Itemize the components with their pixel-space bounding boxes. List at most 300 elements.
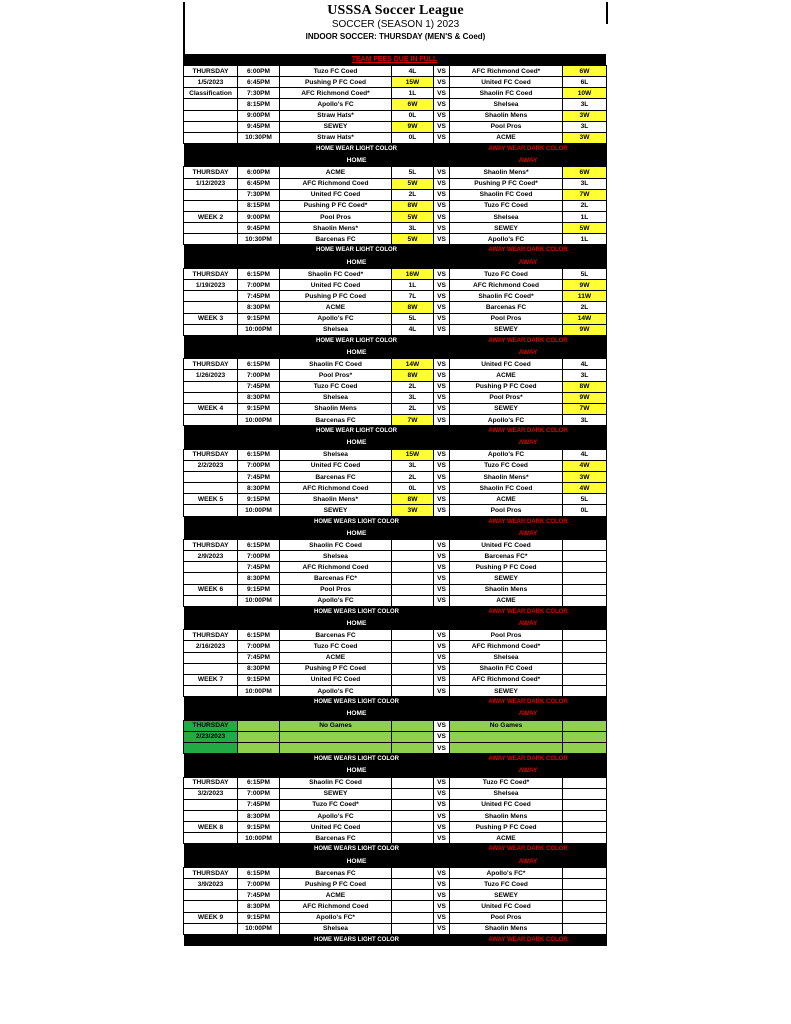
vs-label: VS [434, 392, 450, 403]
home-score-cell [392, 686, 434, 697]
home-score-cell: 2L [392, 381, 434, 392]
away-heading: AWAY [450, 347, 607, 359]
week-day-cell: WEEK 3 [184, 313, 238, 324]
vs-label: VS [434, 686, 450, 697]
home-score-cell: 0L [392, 110, 434, 121]
spacer-cell [184, 528, 280, 540]
table-row [184, 686, 607, 697]
week-day-cell [184, 291, 238, 302]
spacer-cell [434, 855, 450, 867]
home-team-cell: Apollo's FC [280, 595, 392, 606]
vs-label: VS [434, 234, 450, 245]
away-team-cell: Shaolin Mens [450, 811, 563, 822]
vs-label: VS [434, 731, 450, 742]
spacer-cell [184, 765, 280, 777]
week-day-cell: WEEK 2 [184, 212, 238, 223]
table-row [184, 121, 607, 132]
home-team-cell: Tuzo FC Coed [280, 381, 392, 392]
vs-label: VS [434, 359, 450, 370]
away-team-cell: ACME [450, 595, 563, 606]
home-score-cell [392, 890, 434, 901]
away-score-cell [563, 584, 607, 595]
table-row [184, 460, 607, 471]
week-day-cell [184, 890, 238, 901]
spacer-cell [184, 844, 280, 856]
home-score-cell [392, 573, 434, 584]
home-heading: HOME [280, 528, 434, 540]
home-team-cell: Shaolin Mens [280, 403, 392, 414]
vs-label: VS [434, 652, 450, 663]
week-day-cell [184, 415, 238, 426]
away-score-cell: 7W [563, 403, 607, 414]
spacer-cell [184, 426, 280, 438]
week-day-cell [184, 799, 238, 810]
time-cell: 9:00PM [238, 212, 280, 223]
week-day-cell [184, 811, 238, 822]
home-team-cell: Shelsea [280, 324, 392, 335]
fees-banner: TEAM FEES DUE IN FULL [183, 54, 606, 65]
table-row [184, 302, 607, 313]
away-color-rule: AWAY WEAR DARK COLOR [450, 606, 607, 618]
home-team-cell: Apollo's FC [280, 686, 392, 697]
time-cell: 6:15PM [238, 777, 280, 788]
vs-label: VS [434, 923, 450, 934]
vs-label: VS [434, 200, 450, 211]
table-row [184, 674, 607, 685]
color-rule-row [184, 844, 607, 856]
table-row [184, 471, 607, 482]
time-cell: 8:30PM [238, 392, 280, 403]
away-team-cell: No Games [450, 720, 563, 731]
table-row [184, 234, 607, 245]
week-day-cell: THURSDAY [184, 449, 238, 460]
away-score-cell: 3L [563, 415, 607, 426]
color-rule-row [184, 335, 607, 347]
table-row [184, 268, 607, 279]
away-score-cell: 4L [563, 359, 607, 370]
home-score-cell [392, 912, 434, 923]
home-team-cell: Straw Hats* [280, 132, 392, 143]
time-cell: 6:15PM [238, 540, 280, 551]
table-row [184, 720, 607, 731]
away-score-cell [563, 867, 607, 878]
vs-label: VS [434, 483, 450, 494]
vs-label: VS [434, 777, 450, 788]
home-score-cell: 7L [392, 291, 434, 302]
time-cell: 7:30PM [238, 88, 280, 99]
color-rule-row [184, 426, 607, 438]
home-away-row [184, 256, 607, 268]
home-heading: HOME [280, 347, 434, 359]
home-heading: HOME [280, 256, 434, 268]
home-score-cell: 8W [392, 494, 434, 505]
home-score-cell: 8W [392, 370, 434, 381]
home-score-cell: 4L [392, 324, 434, 335]
week-day-cell [184, 200, 238, 211]
away-team-cell: United FC Coed [450, 901, 563, 912]
vs-label: VS [434, 822, 450, 833]
vs-label: VS [434, 540, 450, 551]
away-color-rule: AWAY WEAR DARK COLOR [450, 697, 607, 709]
time-cell [238, 731, 280, 742]
time-cell: 7:45PM [238, 652, 280, 663]
away-score-cell: 3W [563, 132, 607, 143]
time-cell: 6:45PM [238, 77, 280, 88]
table-row [184, 822, 607, 833]
home-score-cell: 14W [392, 359, 434, 370]
away-team-cell: Pushing P FC Coed [450, 822, 563, 833]
week-day-cell [184, 302, 238, 313]
vs-label: VS [434, 494, 450, 505]
spacer-cell [434, 516, 450, 528]
time-cell: 9:45PM [238, 223, 280, 234]
home-team-cell: Shaolin FC Coed* [280, 268, 392, 279]
home-team-cell: Shelsea [280, 923, 392, 934]
table-row [184, 392, 607, 403]
home-team-cell: Apollo's FC* [280, 912, 392, 923]
time-cell: 8:30PM [238, 901, 280, 912]
time-cell: 7:00PM [238, 460, 280, 471]
week-day-cell [184, 505, 238, 516]
home-color-rule: HOME WEARS LIGHT COLOR [280, 697, 434, 709]
vs-label: VS [434, 720, 450, 731]
vs-label: VS [434, 268, 450, 279]
table-row [184, 291, 607, 302]
home-team-cell: Tuzo FC Coed [280, 66, 392, 77]
away-heading: AWAY [450, 618, 607, 630]
spacer-cell [184, 155, 280, 167]
table-row [184, 811, 607, 822]
time-cell: 9:45PM [238, 121, 280, 132]
vs-label: VS [434, 641, 450, 652]
away-score-cell [563, 686, 607, 697]
week-day-cell [184, 392, 238, 403]
week-day-cell: WEEK 7 [184, 674, 238, 685]
away-score-cell: 4W [563, 483, 607, 494]
away-team-cell: Pushing P FC Coed [450, 381, 563, 392]
away-score-cell [563, 720, 607, 731]
vs-label: VS [434, 223, 450, 234]
time-cell: 9:15PM [238, 313, 280, 324]
home-color-rule: HOME WEAR LIGHT COLOR [280, 335, 434, 347]
time-cell: 9:15PM [238, 403, 280, 414]
table-row [184, 167, 607, 178]
week-day-cell [184, 132, 238, 143]
home-away-row [184, 708, 607, 720]
home-score-cell: 5W [392, 212, 434, 223]
home-team-cell: No Games [280, 720, 392, 731]
time-cell: 6:00PM [238, 66, 280, 77]
color-rule-row [184, 606, 607, 618]
away-team-cell: SEWEY [450, 403, 563, 414]
away-score-cell: 1L [563, 234, 607, 245]
home-color-rule: HOME WEARS LIGHT COLOR [280, 844, 434, 856]
table-row [184, 912, 607, 923]
away-team-cell: United FC Coed [450, 77, 563, 88]
away-heading: AWAY [450, 437, 607, 449]
vs-label: VS [434, 313, 450, 324]
color-rule-row [184, 754, 607, 766]
vs-label: VS [434, 110, 450, 121]
time-cell: 7:00PM [238, 370, 280, 381]
away-score-cell [563, 630, 607, 641]
home-team-cell: Pool Pros [280, 584, 392, 595]
week-day-cell: THURSDAY [184, 359, 238, 370]
away-score-cell: 0L [563, 505, 607, 516]
away-score-cell [563, 573, 607, 584]
spacer-cell [434, 347, 450, 359]
home-score-cell: 15W [392, 77, 434, 88]
table-row [184, 324, 607, 335]
home-score-cell: 8W [392, 200, 434, 211]
home-score-cell: 5L [392, 167, 434, 178]
table-row [184, 223, 607, 234]
table-row [184, 280, 607, 291]
home-team-cell: Barcenas FC* [280, 573, 392, 584]
away-score-cell: 4L [563, 449, 607, 460]
time-cell: 7:00PM [238, 551, 280, 562]
vs-label: VS [434, 121, 450, 132]
away-color-rule: AWAY WEAR DARK COLOR [450, 245, 607, 257]
home-team-cell: Barcenas FC [280, 415, 392, 426]
home-score-cell: 9W [392, 121, 434, 132]
home-team-cell: Shaolin FC Coed [280, 540, 392, 551]
vs-label: VS [434, 573, 450, 584]
week-day-cell: 2/9/2023 [184, 551, 238, 562]
spacer-cell [434, 256, 450, 268]
table-row [184, 189, 607, 200]
vs-label: VS [434, 867, 450, 878]
week-day-cell [184, 901, 238, 912]
time-cell: 7:45PM [238, 562, 280, 573]
away-team-cell: Shaolin Mens [450, 110, 563, 121]
vs-label: VS [434, 912, 450, 923]
table-row [184, 833, 607, 844]
home-team-cell: Shelsea [280, 392, 392, 403]
home-team-cell: AFC Richmond Coed [280, 901, 392, 912]
home-heading: HOME [280, 765, 434, 777]
home-away-row [184, 347, 607, 359]
time-cell: 10:00PM [238, 415, 280, 426]
away-team-cell: SEWEY [450, 324, 563, 335]
vs-label: VS [434, 66, 450, 77]
spacer-cell [184, 335, 280, 347]
away-score-cell [563, 540, 607, 551]
home-score-cell: 3L [392, 392, 434, 403]
home-team-cell: ACME [280, 890, 392, 901]
spacer-cell [184, 754, 280, 766]
table-row [184, 415, 607, 426]
week-day-cell [184, 595, 238, 606]
away-team-cell: SEWEY [450, 890, 563, 901]
time-cell: 7:00PM [238, 788, 280, 799]
home-score-cell [392, 788, 434, 799]
table-row [184, 901, 607, 912]
week-day-cell: 1/12/2023 [184, 178, 238, 189]
home-team-cell: Shaolin FC Coed [280, 777, 392, 788]
vs-label: VS [434, 799, 450, 810]
week-day-cell: WEEK 4 [184, 403, 238, 414]
vs-label: VS [434, 833, 450, 844]
spacer-cell [184, 143, 280, 155]
home-score-cell: 15W [392, 449, 434, 460]
home-score-cell: 4L [392, 66, 434, 77]
week-day-cell [184, 110, 238, 121]
spacer-cell [434, 844, 450, 856]
table-row [184, 494, 607, 505]
away-team-cell: Pushing P FC Coed* [450, 178, 563, 189]
away-score-cell: 14W [563, 313, 607, 324]
vs-label: VS [434, 449, 450, 460]
away-score-cell: 9W [563, 324, 607, 335]
schedule-table [183, 65, 607, 946]
schedule-page [183, 2, 606, 946]
away-score-cell: 6W [563, 66, 607, 77]
home-team-cell: Barcenas FC [280, 833, 392, 844]
vs-label: VS [434, 890, 450, 901]
week-day-cell [184, 471, 238, 482]
table-row [184, 483, 607, 494]
time-cell: 8:30PM [238, 811, 280, 822]
time-cell: 10:00PM [238, 595, 280, 606]
week-day-cell: 2/2/2023 [184, 460, 238, 471]
time-cell: 7:45PM [238, 291, 280, 302]
week-day-cell: WEEK 9 [184, 912, 238, 923]
vs-label: VS [434, 595, 450, 606]
time-cell: 7:45PM [238, 890, 280, 901]
away-team-cell: Shaolin Mens [450, 923, 563, 934]
away-score-cell: 6W [563, 167, 607, 178]
away-score-cell [563, 833, 607, 844]
home-team-cell: AFC Richmond Coed [280, 178, 392, 189]
spacer-cell [434, 618, 450, 630]
home-score-cell [392, 879, 434, 890]
home-score-cell: 5L [392, 313, 434, 324]
week-day-cell [184, 99, 238, 110]
home-team-cell: Shaolin Mens* [280, 223, 392, 234]
time-cell: 9:15PM [238, 822, 280, 833]
page-title: USSSA Soccer League [327, 3, 464, 18]
home-score-cell: 16W [392, 268, 434, 279]
home-team-cell: Pushing P FC Coed* [280, 200, 392, 211]
spacer-cell [184, 855, 280, 867]
week-day-cell: 1/19/2023 [184, 280, 238, 291]
spacer-cell [184, 697, 280, 709]
table-row [184, 449, 607, 460]
away-score-cell [563, 777, 607, 788]
spacer-cell [434, 426, 450, 438]
week-day-cell: THURSDAY [184, 540, 238, 551]
home-team-cell: United FC Coed [280, 822, 392, 833]
home-color-rule: HOME WEAR LIGHT COLOR [280, 426, 434, 438]
home-heading: HOME [280, 437, 434, 449]
away-heading: AWAY [450, 155, 607, 167]
week-day-cell [184, 663, 238, 674]
home-team-cell: AFC Richmond Coed* [280, 88, 392, 99]
away-team-cell: AFC Richmond Coed* [450, 66, 563, 77]
away-score-cell [563, 811, 607, 822]
away-team-cell: Shelsea [450, 99, 563, 110]
time-cell: 6:15PM [238, 867, 280, 878]
vs-label: VS [434, 460, 450, 471]
week-day-cell [184, 234, 238, 245]
week-day-cell: THURSDAY [184, 720, 238, 731]
week-day-cell [184, 686, 238, 697]
vs-label: VS [434, 505, 450, 516]
week-day-cell [184, 573, 238, 584]
home-score-cell [392, 833, 434, 844]
away-team-cell: Barcenas FC [450, 302, 563, 313]
time-cell: 8:30PM [238, 663, 280, 674]
home-team-cell: Straw Hats* [280, 110, 392, 121]
table-row [184, 641, 607, 652]
vs-label: VS [434, 88, 450, 99]
week-day-cell: THURSDAY [184, 630, 238, 641]
home-team-cell: Shaolin FC Coed [280, 359, 392, 370]
home-team-cell: ACME [280, 167, 392, 178]
spacer-cell [434, 606, 450, 618]
home-team-cell: Pushing P FC Coed [280, 77, 392, 88]
week-day-cell [184, 833, 238, 844]
vs-label: VS [434, 212, 450, 223]
home-score-cell [392, 663, 434, 674]
home-away-row [184, 155, 607, 167]
home-team-cell: Apollo's FC [280, 811, 392, 822]
vs-label: VS [434, 415, 450, 426]
table-row [184, 584, 607, 595]
away-heading: AWAY [450, 528, 607, 540]
home-team-cell: SEWEY [280, 121, 392, 132]
away-score-cell: 3L [563, 370, 607, 381]
spacer-cell [184, 606, 280, 618]
away-team-cell: AFC Richmond Coed [450, 280, 563, 291]
away-score-cell: 6L [563, 77, 607, 88]
table-row [184, 788, 607, 799]
table-row [184, 66, 607, 77]
time-cell: 9:15PM [238, 494, 280, 505]
week-day-cell: THURSDAY [184, 167, 238, 178]
away-team-cell: Apollo's FC [450, 415, 563, 426]
week-day-cell: THURSDAY [184, 867, 238, 878]
time-cell: 6:15PM [238, 449, 280, 460]
away-color-rule: AWAY WEAR DARK COLOR [450, 335, 607, 347]
vs-label: VS [434, 370, 450, 381]
time-cell: 10:00PM [238, 923, 280, 934]
table-row [184, 663, 607, 674]
spacer-cell [434, 437, 450, 449]
home-score-cell: 3L [392, 223, 434, 234]
away-team-cell: Shaolin FC Coed* [450, 291, 563, 302]
vs-label: VS [434, 584, 450, 595]
home-score-cell: 1L [392, 280, 434, 291]
home-heading: HOME [280, 708, 434, 720]
away-score-cell: 8W [563, 381, 607, 392]
week-day-cell: THURSDAY [184, 777, 238, 788]
away-team-cell: Shaolin Mens [450, 584, 563, 595]
spacer-cell [434, 528, 450, 540]
vs-label: VS [434, 280, 450, 291]
away-score-cell [563, 562, 607, 573]
away-team-cell: Tuzo FC Coed [450, 460, 563, 471]
away-team-cell: Shelsea [450, 212, 563, 223]
home-score-cell [392, 742, 434, 753]
home-score-cell [392, 595, 434, 606]
away-score-cell: 9W [563, 392, 607, 403]
home-score-cell: 0L [392, 483, 434, 494]
week-day-cell: 3/9/2023 [184, 879, 238, 890]
home-away-row [184, 528, 607, 540]
away-team-cell: Shelsea [450, 652, 563, 663]
